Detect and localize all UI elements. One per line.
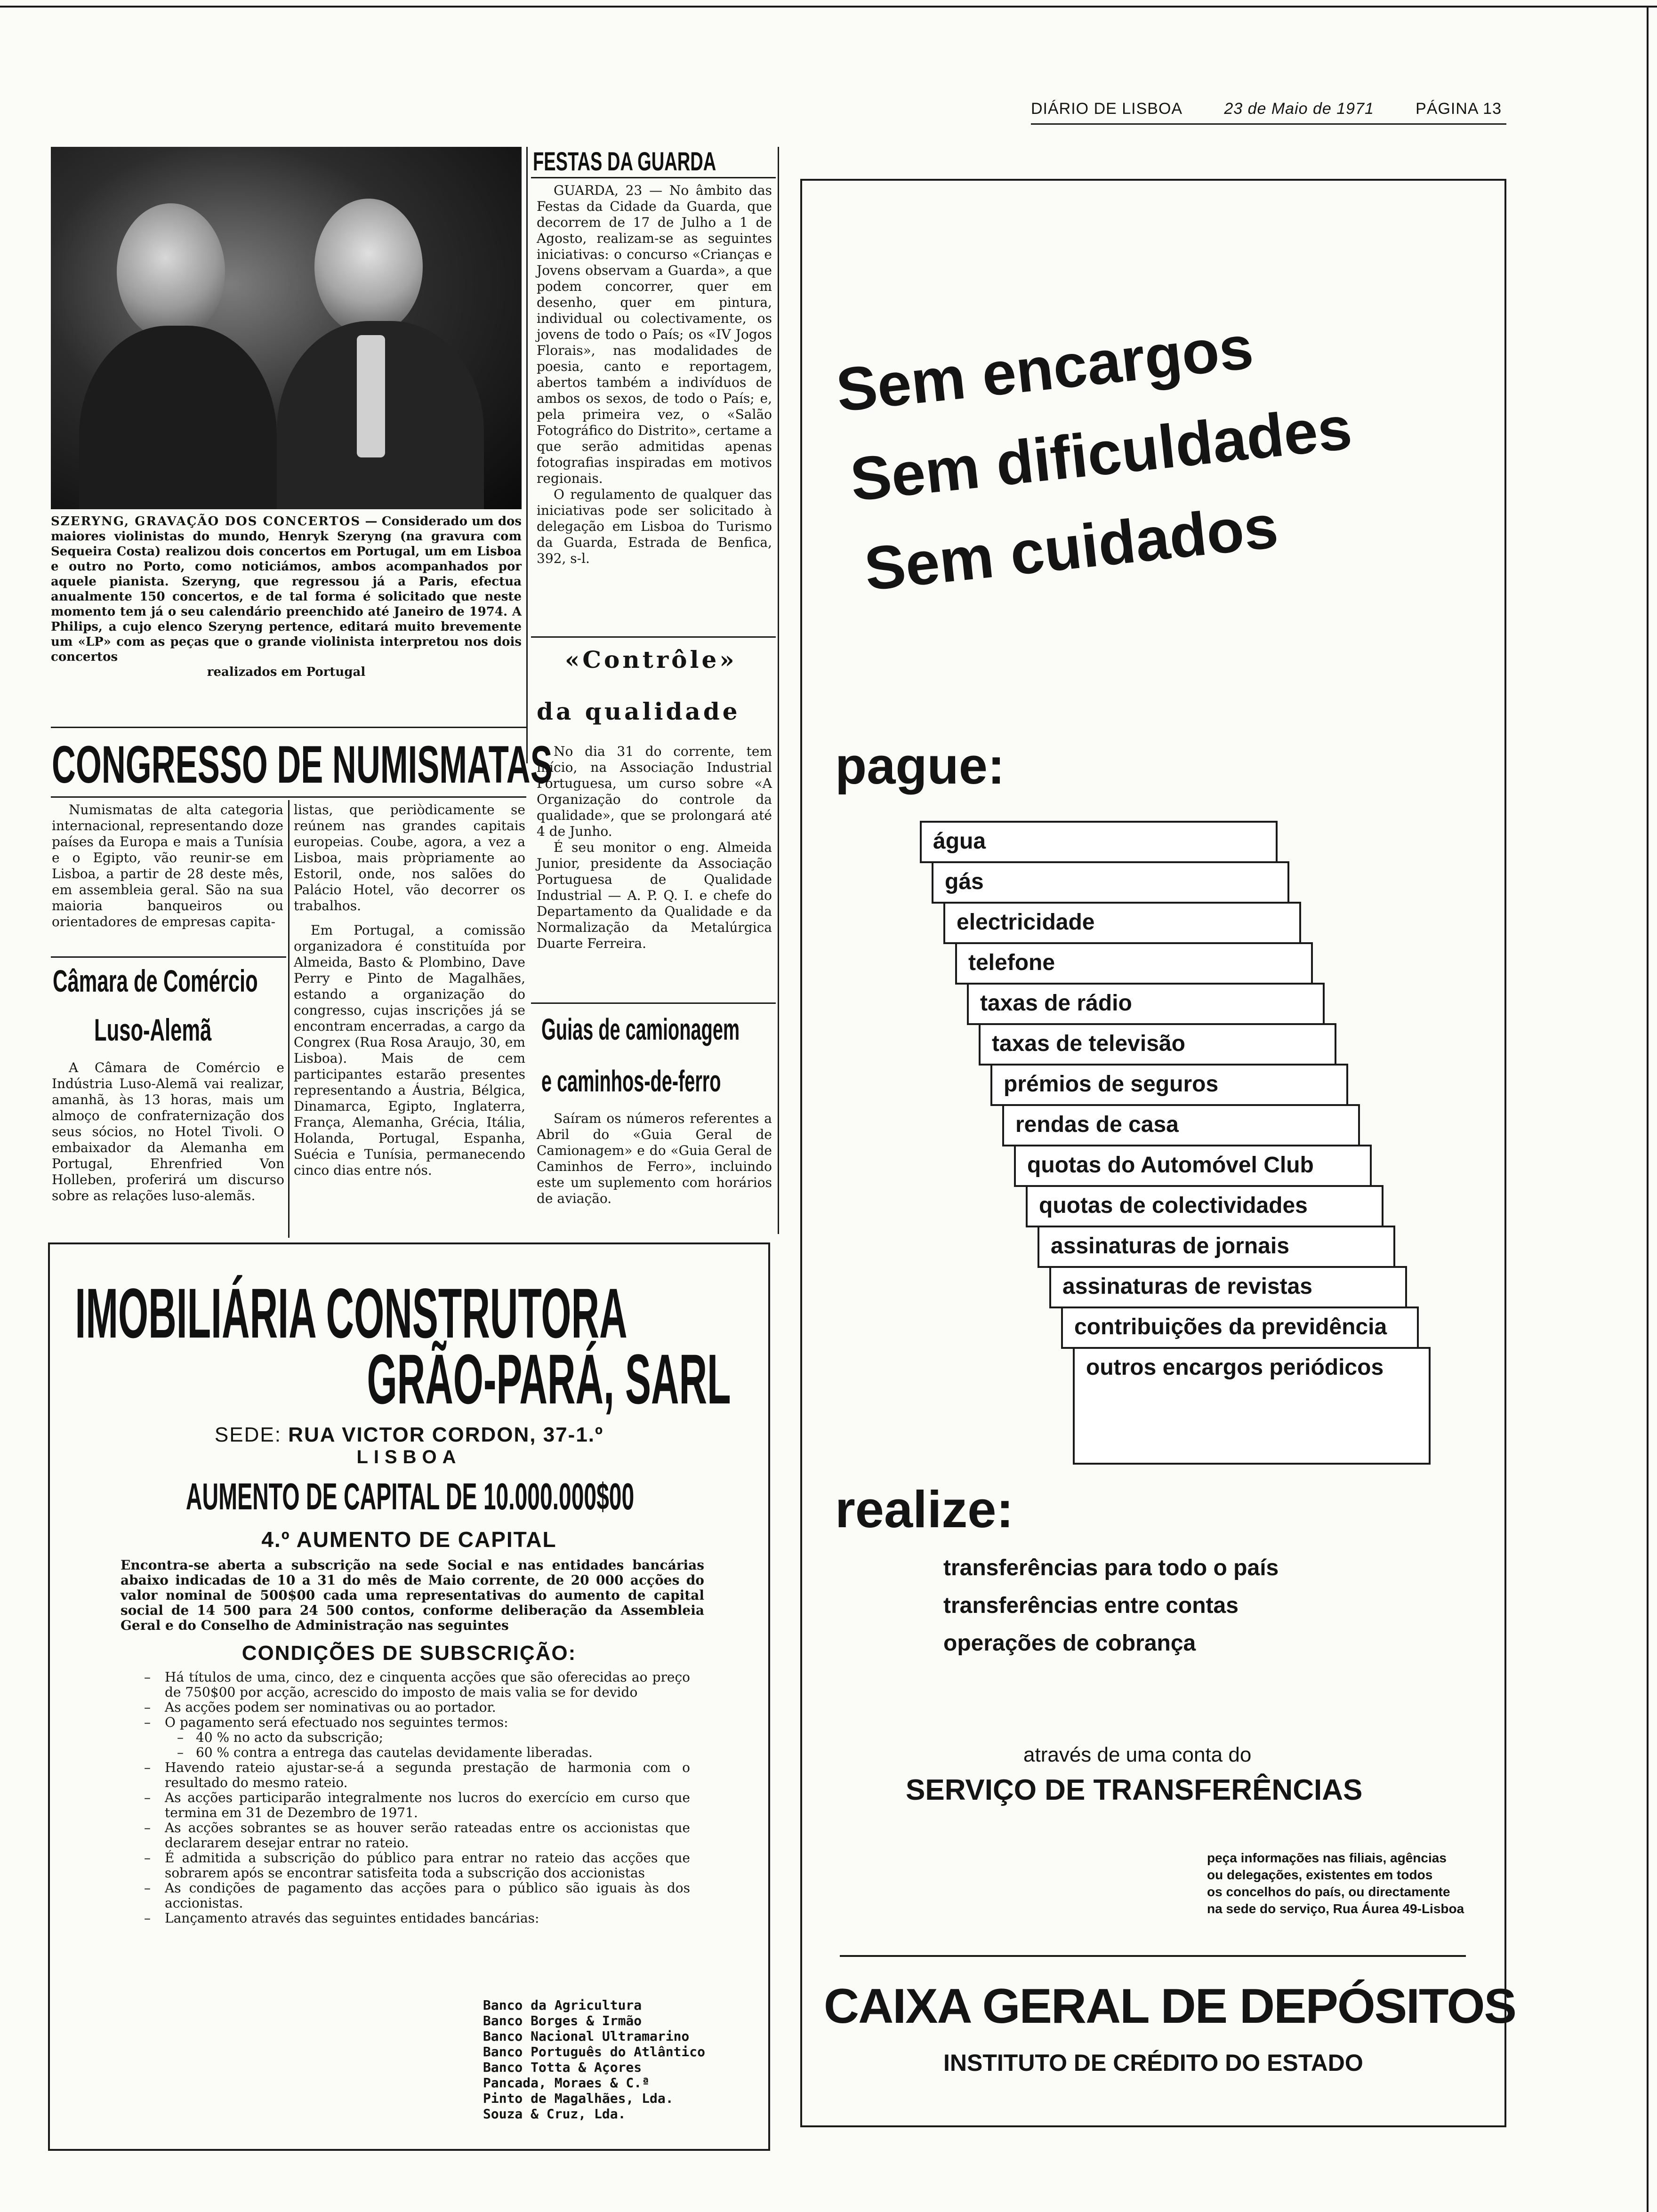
- guias-headline-1: Guias de camionagem: [541, 1012, 740, 1046]
- condition-item: – As condições de pagamento das acções para o público são iguais às dos accionistas.: [144, 1881, 690, 1911]
- bank-item: Banco Português do Atlântico: [483, 2044, 706, 2060]
- condition-item: – É admitida a subscrição do público para entrar no rateio das acções que sobrarem após se encontrar satisfeita toda a subscrição dos accionistas: [144, 1851, 690, 1881]
- slogan-line-2: Sem dificuldades: [847, 393, 1355, 514]
- column-rule-1: [526, 147, 528, 763]
- bank-item: Banco Totta & Açores: [483, 2060, 642, 2075]
- masthead: [1031, 100, 1502, 118]
- condition-item: – As acções sobrantes se as houver serão rateadas entre os accionistas que declararem desejar entrar no rateio.: [144, 1820, 690, 1851]
- payment-item-premios-seguros: prémios de seguros: [990, 1064, 1348, 1106]
- brand-rule: [840, 1955, 1466, 1957]
- payment-item-previdencia: contribuições da previdência: [1061, 1306, 1419, 1349]
- controle-headline-2: da qualidade: [537, 697, 740, 725]
- congresso-col1-text: Numismatas de alta categoria internacional, representando doze países da Europa e mais a Tunísia e o Egipto, vão reunir-se em Lisboa, a partir de 28 deste mês, em assembleia geral. São na sua maioria banqueiros ou orientadores de empresas capita-: [52, 802, 283, 930]
- condition-item: – Lançamento através das seguintes entidades bancárias:: [144, 1911, 690, 1926]
- imob-ordinal: 4.º AUMENTO DE CAPITAL: [261, 1527, 557, 1552]
- payment-item-electricidade: electricidade: [943, 902, 1301, 944]
- payment-item-rendas-casa: rendas de casa: [1002, 1104, 1360, 1146]
- person-left-figure: [117, 203, 225, 340]
- bank-item: Pinto de Magalhães, Lda.: [483, 2091, 674, 2106]
- right-page-rule: [1647, 6, 1649, 2212]
- photo-caption: [51, 514, 522, 680]
- imob-sede-address: RUA VICTOR CORDON, 37-1.º: [288, 1423, 604, 1446]
- condition-subitem: – 60 % contra a entrega das cautelas devidamente liberadas.: [144, 1745, 690, 1760]
- imobiliaria-ad: [48, 1242, 770, 2151]
- info-line-1: peça informações nas filiais, agências: [1207, 1851, 1447, 1865]
- festas-headline-rule: [531, 177, 776, 178]
- person-right-figure: [314, 199, 423, 335]
- camara-paragraph-1: A Câmara de Comércio e Indústria Luso-Alemã vai realizar, amanhã, às 13 horas, mais um almoço de confraternização dos seus sócios, no Hotel Tivoli. O embaixador da Alemanha em Portugal, Ehrenfried Von Holleben, proferirá um discurso sobre as relações luso-alemãs.: [52, 1060, 284, 1203]
- shirt-right: [357, 335, 385, 457]
- bank-item: Pancada, Moraes & C.ª: [483, 2075, 650, 2091]
- page-number: PÁGINA 13: [1416, 100, 1502, 118]
- payment-item-outros: outros encargos periódicos: [1073, 1347, 1431, 1465]
- imob-sede-label: SEDE:: [214, 1423, 282, 1446]
- payment-item-revistas: assinaturas de revistas: [1049, 1266, 1407, 1308]
- realize-item-3: operações de cobrança: [943, 1631, 1196, 1656]
- condition-item: – Há títulos de uma, cinco, dez e cinquenta acções que são oferecidas ao preço de 750$00 por acção, acrescido do imposto de mais valia se for devido: [144, 1670, 690, 1700]
- congresso-col2-p1: listas, que periòdicamente se reúnem nas grandes capitais europeias. Coube, agora, a vez a Lisboa, mais pròpriamente ao Estoril, onde, nos salões do Palácio Hotel, vão decorrer os trabalhos.: [294, 802, 525, 914]
- festas-body: [537, 183, 772, 567]
- imob-banks-list: [483, 1997, 705, 2122]
- bank-item: Banco Nacional Ultramarino: [483, 2028, 690, 2044]
- cgd-institute: INSTITUTO DE CRÉDITO DO ESTADO: [943, 2050, 1363, 2076]
- congresso-col2-p2: Em Portugal, a comissão organizadora é constituída por Almeida, Basto & Plombino, Dave Perry e Pinto de Magalhães, estando a organização do congresso, cujas inscrições já se encontram encerradas, a cargo da Congrex (Rua Rosa Araujo, 30, em Lisboa). Mais de cem participantes estarão presentes representando a Áustria, Bélgica, Dinamarca, Egipto, Inglaterra, França, Alemanha, Grécia, Itália, Holanda, Portugal, Espanha, Suécia e Tunísia, permanecendo cinco dias entre nós.: [294, 922, 525, 1178]
- pague-label: pague:: [835, 737, 1005, 795]
- imob-sede-line: [50, 1423, 768, 1447]
- imob-intro: Encontra-se aberta a subscrição na sede Social e nas entidades bancárias abaixo indicadas de 10 a 31 do mês de Maio corrente, de 20 000 acções do valor nominal de 500$00 cada uma representativas do aumento de capital social de 14 500 para 24 500 contos, conforme deliberação da Assembleia Geral e do Conselho de Administração nas seguintes: [121, 1557, 704, 1633]
- bank-item: Souza & Cruz, Lda.: [483, 2106, 626, 2122]
- cgd-ad: [800, 179, 1516, 2127]
- camara-headline-1: Câmara de Comércio: [53, 963, 258, 998]
- bank-item: Banco da Agricultura: [483, 1997, 642, 2013]
- info-line-4: na sede do serviço, Rua Áurea 49-Lisboa: [1207, 1901, 1464, 1916]
- payment-item-agua: água: [920, 821, 1278, 863]
- caption-body: — Considerado um dos maiores violinistas do mundo, Henryk Szeryng (na gravura com Sequeira Costa) realizou dois concertos em Portugal, um em Lisboa e outro no Porto, como noticiámos, ambos acompanhados por aquele pianista. Szeryng, que regressou já a Paris, efectua anualmente 150 concertos, e de tal forma é solicitado que neste momento tem já o seu calendário preenchido até Janeiro de 1974. A Philips, a cujo elenco Szeryng pertence, editará muito brevemente um «LP» com as peças que o grande violinista interpretou nos dois concertos: [51, 514, 522, 664]
- condition-subitem: – 40 % no acto da subscrição;: [144, 1730, 690, 1745]
- imob-aumento: AUMENTO DE CAPITAL DE 10.000.000$00: [185, 1475, 635, 1517]
- imob-city: LISBOA: [356, 1447, 462, 1467]
- top-page-rule: [0, 6, 1657, 8]
- guias-top-rule: [531, 1002, 776, 1004]
- imob-conditions-title: CONDIÇÕES DE SUBSCRIÇÃO:: [241, 1642, 577, 1665]
- festas-headline: FESTAS DA GUARDA: [533, 146, 716, 176]
- caption-head: SZERYNG, GRAVAÇÃO DOS CONCERTOS: [51, 514, 361, 529]
- controle-paragraph-2: É seu monitor o eng. Almeida Junior, presidente da Associação Portuguesa de Qualidade Industrial — A. P. Q. I. e chefe do Departamento da Qualidade e da Normalização da Metalúrgica Duarte Ferreira.: [537, 840, 772, 951]
- realize-item-1: transferências para todo o país: [943, 1555, 1279, 1580]
- issue-date: 23 de Maio de 1971: [1224, 100, 1374, 118]
- payment-item-telefone: telefone: [955, 942, 1313, 985]
- congresso-bottom-rule: [51, 796, 526, 798]
- payment-item-gas: gás: [932, 861, 1289, 904]
- guias-headline-2: e caminhos-de-ferro: [541, 1064, 721, 1098]
- controle-top-rule: [531, 636, 776, 638]
- condition-item: – O pagamento será efectuado nos seguintes termos:: [144, 1715, 690, 1730]
- caption-last-line: realizados em Portugal: [207, 665, 366, 679]
- camara-headline-2: Luso-Alemã: [94, 1012, 212, 1047]
- payment-item-automovel-club: quotas do Automóvel Club: [1014, 1145, 1372, 1187]
- festas-paragraph-1: GUARDA, 23 — No âmbito das Festas da Cidade da Guarda, que decorrem de 17 de Julho a 1 de Agosto, realizam-se as seguintes iniciativas: o concurso «Crianças e Jovens observam a Guarda», a que podem concorrer, quer em desenho, quer em pintura, individual ou colectivamente, os jovens de todo o País; os «IV Jogos Florais», nas modalidades de poesia, canto e reportagem, abertos também a indivíduos de ambos os sexos, de todo o País; e, pela primeira vez, o «Salão Fotográfico do Distrito», certame a que serão admitidas apenas fotografias inspiradas em motivos regionais.: [537, 183, 772, 486]
- person-left-body: [79, 326, 277, 509]
- condition-item: – Havendo rateio ajustar-se-á a segunda prestação de harmonia com o resultado do mesmo rateio.: [144, 1760, 690, 1790]
- congresso-col-1: [52, 802, 283, 930]
- realize-item-2: transferências entre contas: [943, 1593, 1239, 1618]
- slogan-line-3: Sem cuidados: [861, 491, 1281, 603]
- congresso-headline: CONGRESSO DE NUMISMATAS: [52, 735, 553, 794]
- guias-paragraph-1: Saíram os números referentes a Abril do «Guia Geral de Camionagem» e do «Guia Geral de Caminhos de Ferro», incluindo este um suplemento com horários de aviação.: [537, 1111, 772, 1206]
- payment-item-taxas-radio: taxas de rádio: [967, 983, 1325, 1025]
- slogan-line-1: Sem encargos: [833, 312, 1256, 425]
- masthead-rule: [1031, 123, 1506, 125]
- szeryng-photo: [51, 147, 522, 509]
- paper-name: DIÁRIO DE LISBOA: [1031, 100, 1183, 118]
- controle-body: [537, 744, 772, 952]
- bank-item: Banco Borges & Irmão: [483, 2013, 642, 2028]
- servico-title: SERVIÇO DE TRANSFERÊNCIAS: [906, 1774, 1363, 1806]
- congresso-col-2: [294, 802, 525, 1178]
- controle-paragraph-1: No dia 31 do corrente, tem início, na Associação Industrial Portuguesa, um curso sobre «A Organização do controle da qualidade», que se prolongará até 4 de Junho.: [537, 744, 772, 839]
- condition-item: – As acções podem ser nominativas ou ao portador.: [144, 1700, 690, 1715]
- info-line-3: os concelhos do país, ou directamente: [1207, 1884, 1450, 1899]
- realize-label: realize:: [835, 1481, 1014, 1539]
- congresso-top-rule: [51, 727, 526, 728]
- congresso-column-rule: [288, 800, 290, 1238]
- info-line-2: ou delegações, existentes em todos: [1207, 1867, 1433, 1882]
- condition-item: – As acções participarão integralmente nos lucros do exercício em curso que termina em 31 de Dezembro de 1971.: [144, 1790, 690, 1820]
- cgd-brand: CAIXA GERAL DE DEPÓSITOS: [824, 1979, 1516, 2034]
- payment-item-taxas-televisao: taxas de televisão: [979, 1023, 1336, 1066]
- atraves-text: através de uma conta do: [1023, 1743, 1252, 1766]
- camara-body: [52, 1060, 284, 1204]
- payment-item-colectividades: quotas de colectividades: [1026, 1185, 1384, 1227]
- imob-conditions: [144, 1670, 690, 1926]
- festas-paragraph-2: O regulamento de qualquer das iniciativas pode ser solicitado à delegação em Lisboa do Turismo da Guarda, Estrada de Benfica, 392, s-l.: [537, 487, 772, 566]
- controle-headline-1: «Contrôle»: [565, 646, 737, 673]
- guias-body: [537, 1111, 772, 1207]
- payment-item-jornais: assinaturas de jornais: [1038, 1226, 1395, 1268]
- imob-title-1: IMOBILIÁRIA CONSTRUTORA: [75, 1274, 627, 1353]
- column-rule-2: [778, 147, 779, 1234]
- camara-top-rule: [51, 956, 286, 958]
- imob-title-2: GRÃO-PARÁ, SARL: [367, 1339, 731, 1419]
